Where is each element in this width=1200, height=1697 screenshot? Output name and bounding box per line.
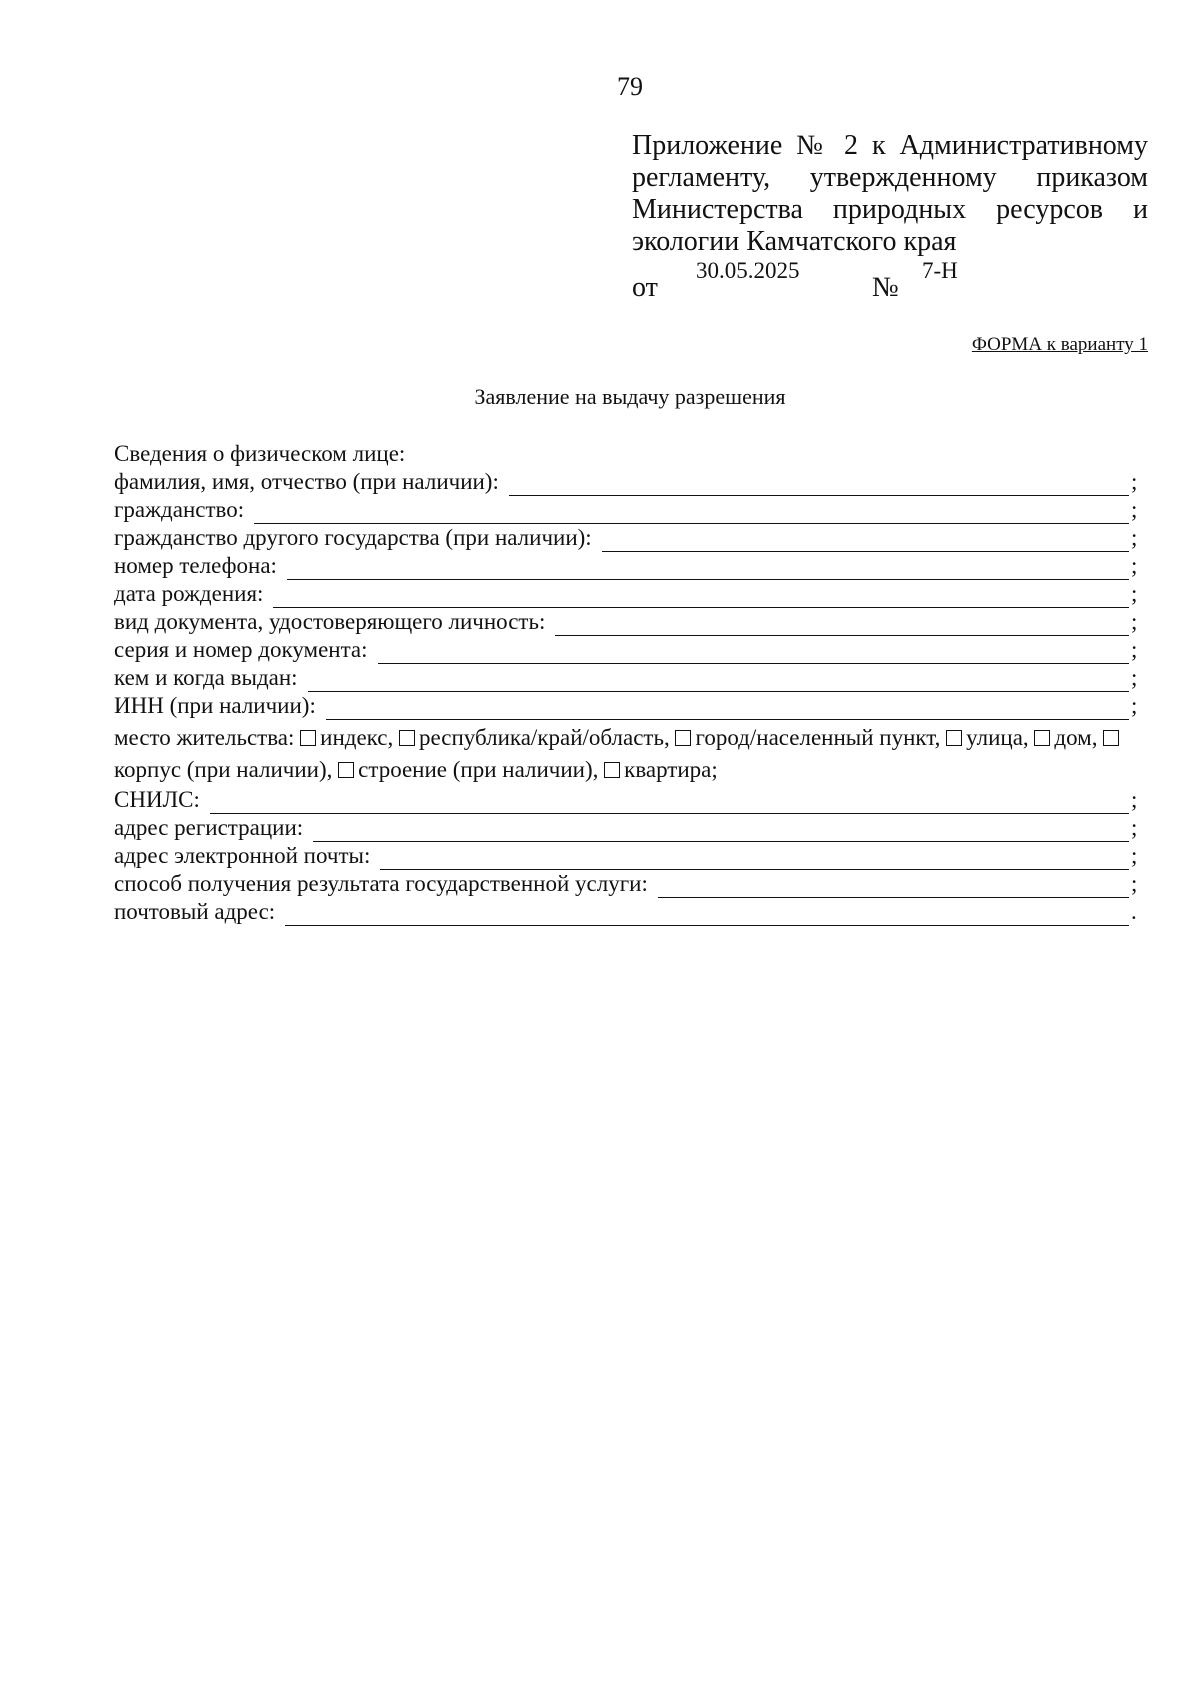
checkbox-icon[interactable] <box>1034 730 1050 746</box>
form-field-row <box>114 870 1139 898</box>
residence-label: место жительства: <box>114 725 295 750</box>
form-field-row <box>114 692 1139 720</box>
appendix-header <box>632 130 1148 258</box>
checkbox-icon[interactable] <box>604 762 620 778</box>
field-punctuation: . <box>1131 899 1137 924</box>
field-punctuation: ; <box>1131 469 1138 494</box>
field-label: гражданство другого государства (при наличии): <box>114 525 592 550</box>
field-punctuation: ; <box>1131 787 1138 812</box>
field-punctuation: ; <box>1131 815 1138 840</box>
field-label: ИНН (при наличии): <box>114 693 316 718</box>
field-label: фамилия, имя, отчество (при наличии): <box>114 469 499 494</box>
residence-option <box>1029 725 1098 750</box>
form-fields-a <box>114 468 1139 720</box>
number-value: 7-Н <box>922 258 958 283</box>
fill-in-line[interactable] <box>273 586 1129 608</box>
date-value: 30.05.2025 <box>696 258 800 283</box>
residence-option <box>332 757 598 782</box>
field-label: адрес регистрации: <box>114 815 304 840</box>
checkbox-icon[interactable] <box>946 730 962 746</box>
residence-field <box>114 722 1139 786</box>
field-punctuation: ; <box>1131 553 1138 578</box>
fill-in-line[interactable] <box>285 904 1129 926</box>
form-field-row <box>114 608 1139 636</box>
field-label: номер телефона: <box>114 553 277 578</box>
form-field-row <box>114 898 1139 926</box>
residence-option-label: улица, <box>966 725 1029 750</box>
fill-in-line[interactable] <box>326 698 1129 720</box>
checkbox-icon[interactable] <box>399 730 415 746</box>
checkbox-icon[interactable] <box>675 730 691 746</box>
form-field-row <box>114 580 1139 608</box>
field-punctuation: ; <box>1131 871 1138 896</box>
residence-option-label: город/населенный пункт, <box>695 725 941 750</box>
appendix-line: экологии Камчатского края <box>632 226 957 257</box>
field-label: адрес электронной почты: <box>114 843 371 868</box>
residence-option <box>670 725 941 750</box>
residence-option <box>598 757 717 782</box>
fill-in-line[interactable] <box>254 502 1129 524</box>
checkbox-icon[interactable] <box>300 730 316 746</box>
residence-option <box>940 725 1028 750</box>
fill-in-line[interactable] <box>602 530 1129 552</box>
checkbox-icon[interactable] <box>338 762 354 778</box>
field-label: способ получения результата государственной услуги: <box>114 871 648 896</box>
residence-option-label: дом, <box>1054 725 1098 750</box>
residence-option-label: корпус (при наличии), <box>114 757 333 782</box>
field-label: серия и номер документа: <box>114 637 368 662</box>
page-number: 79 <box>617 72 643 101</box>
field-punctuation: ; <box>1131 637 1138 662</box>
form-fields-b <box>114 786 1139 926</box>
field-punctuation: ; <box>1131 665 1138 690</box>
field-punctuation: ; <box>1131 497 1138 522</box>
residence-option-label: республика/край/область, <box>418 725 670 750</box>
residence-option-label: строение (при наличии), <box>358 757 599 782</box>
fill-in-line[interactable] <box>308 670 1129 692</box>
fill-in-line[interactable] <box>380 848 1129 870</box>
fill-in-line[interactable] <box>378 642 1129 664</box>
residence-option <box>300 725 393 750</box>
date-label: от <box>632 272 658 303</box>
applicant-form <box>114 440 1139 926</box>
fill-in-line[interactable] <box>555 614 1129 636</box>
order-date-number <box>632 258 1132 303</box>
form-field-row <box>114 468 1139 496</box>
appendix-line: Приложение № 2 к Административному <box>632 130 1148 161</box>
residence-option-label: индекс, <box>320 725 394 750</box>
fill-in-line[interactable] <box>509 474 1129 496</box>
appendix-line: регламенту, утвержденному приказом <box>632 162 1148 193</box>
form-field-row <box>114 524 1139 552</box>
residence-option-label: квартира; <box>624 757 718 782</box>
field-punctuation: ; <box>1131 843 1138 868</box>
form-field-row <box>114 814 1139 842</box>
form-reference: ФОРМА к варианту 1 <box>971 334 1148 355</box>
field-label: дата рождения: <box>114 581 264 606</box>
number-label: № <box>872 272 899 303</box>
checkbox-icon[interactable] <box>1103 730 1119 746</box>
field-punctuation: ; <box>1131 581 1138 606</box>
form-field-row <box>114 496 1139 524</box>
document-title: Заявление на выдачу разрешения <box>474 384 786 409</box>
form-field-row <box>114 842 1139 870</box>
field-label: кем и когда выдан: <box>114 665 298 690</box>
residence-option <box>393 725 669 750</box>
field-label: почтовый адрес: <box>114 899 276 924</box>
form-field-row <box>114 786 1139 814</box>
field-label: СНИЛС: <box>114 787 200 812</box>
field-punctuation: ; <box>1131 693 1138 718</box>
field-label: гражданство: <box>114 497 245 522</box>
fill-in-line[interactable] <box>313 820 1129 842</box>
fill-in-line[interactable] <box>658 876 1129 898</box>
fill-in-line[interactable] <box>287 558 1129 580</box>
form-field-row <box>114 664 1139 692</box>
field-punctuation: ; <box>1131 525 1138 550</box>
form-field-row <box>114 636 1139 664</box>
appendix-line: Министерства природных ресурсов и <box>632 194 1148 225</box>
field-label: вид документа, удостоверяющего личность: <box>114 609 546 634</box>
field-punctuation: ; <box>1131 609 1138 634</box>
fill-in-line[interactable] <box>210 792 1129 814</box>
form-intro: Сведения о физическом лице: <box>114 441 406 466</box>
form-field-row <box>114 552 1139 580</box>
